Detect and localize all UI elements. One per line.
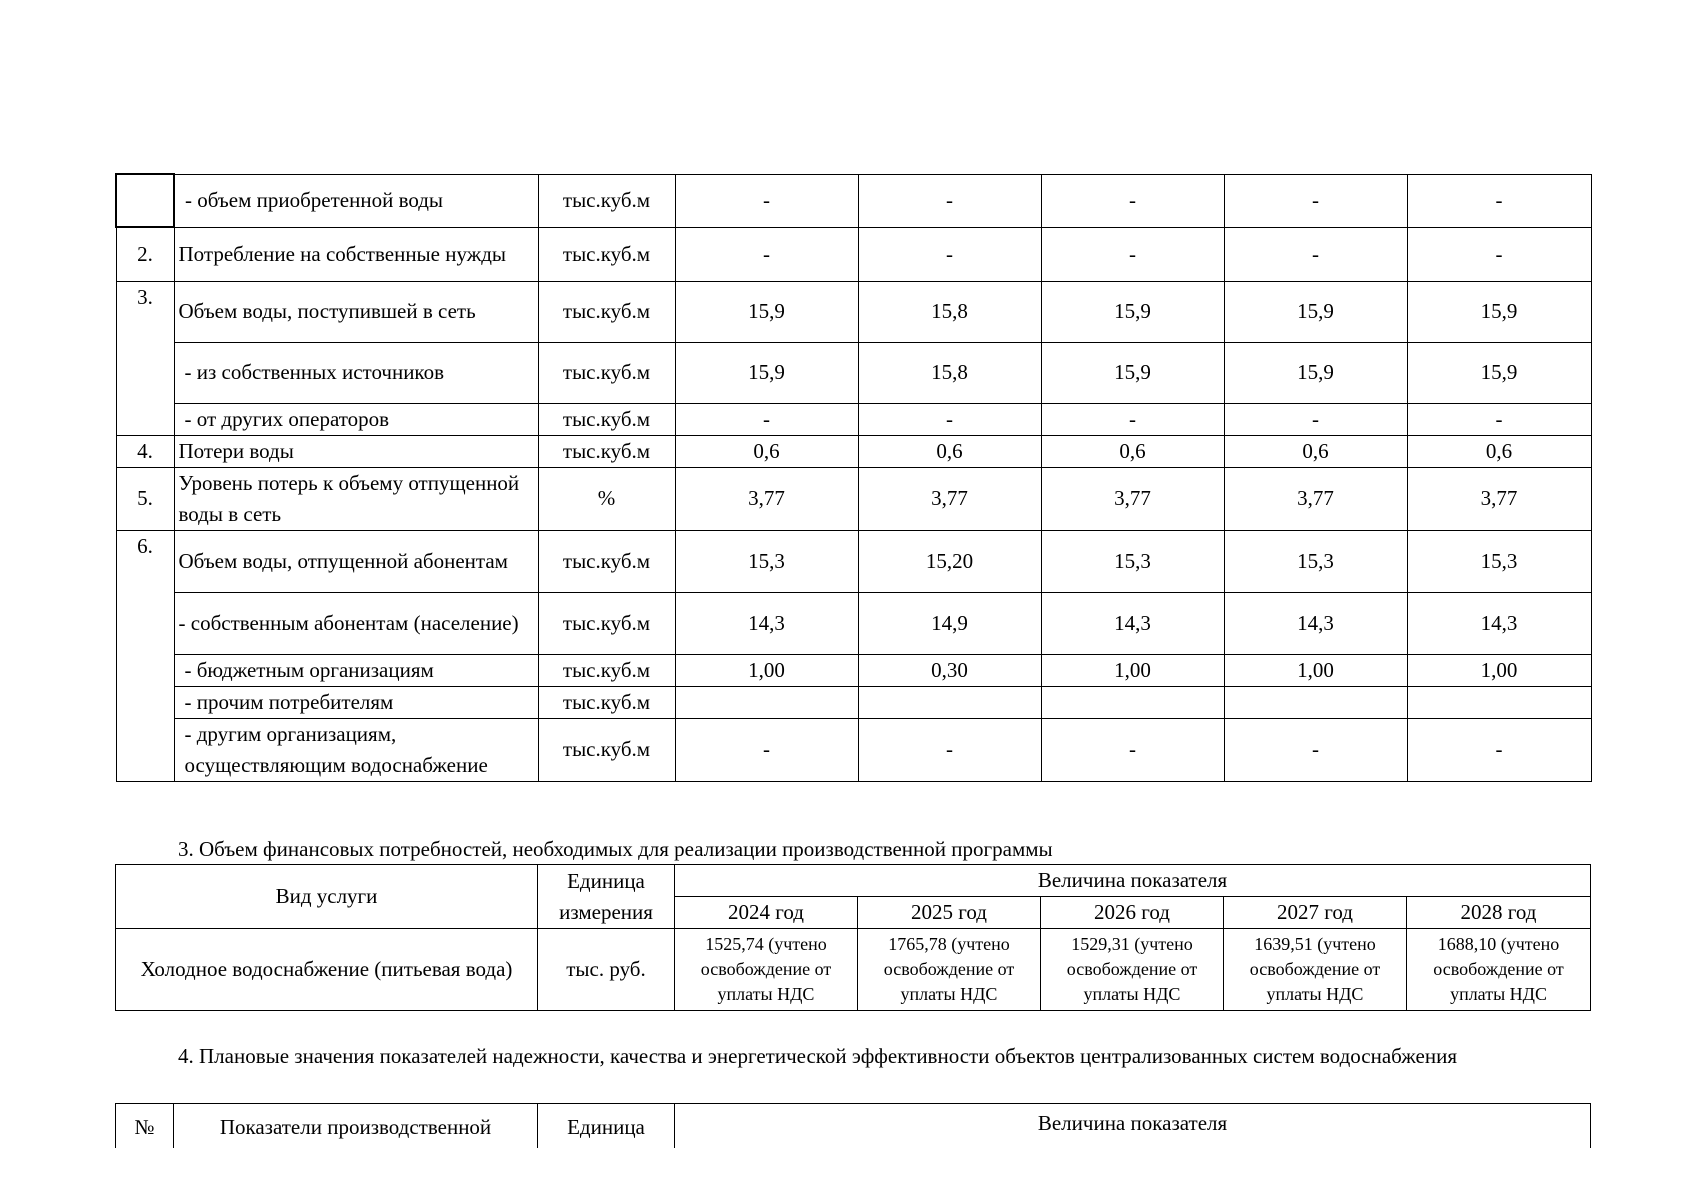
- value-2026: 3,77: [1041, 467, 1224, 530]
- value-2024: [675, 686, 858, 718]
- row-name: - из собственных источников: [174, 342, 538, 403]
- value-2024: 15,9: [675, 342, 858, 403]
- value-2028: 15,3: [1407, 530, 1591, 592]
- row-name: - объем приобретенной воды: [174, 174, 538, 227]
- value-2024: -: [675, 174, 858, 227]
- row-number: 3.: [116, 281, 174, 435]
- row-unit: тыс.куб.м: [538, 403, 675, 435]
- table-row: [116, 435, 1591, 467]
- row-unit: тыс.куб.м: [538, 281, 675, 342]
- service-unit: тыс. руб.: [538, 929, 675, 1011]
- table-row: [116, 530, 1591, 592]
- value-2024: 14,3: [675, 592, 858, 654]
- section-4-heading: 4. Плановые значения показателей надежности, качества и энергетической эффективности объектов централизованных систем водоснабжения: [178, 1044, 1458, 1068]
- col-name-header: Показатели производственной: [174, 1104, 538, 1174]
- table-row: [116, 467, 1591, 530]
- section-3-heading: 3. Объем финансовых потребностей, необходимых для реализации производственной программы: [178, 837, 1053, 861]
- row-unit: тыс.куб.м: [538, 342, 675, 403]
- value-2025: 0,30: [858, 654, 1041, 686]
- row-name: Объем воды, поступившей в сеть: [174, 281, 538, 342]
- value-2027: -: [1224, 227, 1407, 281]
- row-name: - от других операторов: [174, 403, 538, 435]
- value-2024: -: [675, 403, 858, 435]
- value-2026: -: [1041, 718, 1224, 781]
- value-2025: -: [858, 227, 1041, 281]
- col-num-header: №: [116, 1104, 174, 1174]
- value-2024: 1525,74 (учтено освобождение от уплаты НДС: [675, 929, 858, 1011]
- year-2027-header: 2027 год: [1224, 897, 1407, 929]
- value-2024: 15,3: [675, 530, 858, 592]
- row-unit: тыс.куб.м: [538, 227, 675, 281]
- value-2025: 0,6: [858, 435, 1041, 467]
- value-2028: 15,9: [1407, 281, 1591, 342]
- row-name: - бюджетным организациям: [174, 654, 538, 686]
- table-row: [116, 654, 1591, 686]
- value-2025: -: [858, 718, 1041, 781]
- year-2025-header: 2025 год: [858, 897, 1041, 929]
- row-unit: тыс.куб.м: [538, 718, 675, 781]
- col-unit-header: Единица: [538, 1104, 675, 1174]
- value-2028: 1688,10 (учтено освобождение от уплаты НДС: [1407, 929, 1591, 1011]
- value-2024: 0,6: [675, 435, 858, 467]
- value-2025: 15,8: [858, 342, 1041, 403]
- value-2027: 15,9: [1224, 342, 1407, 403]
- page-bottom-margin: [0, 1148, 1698, 1200]
- row-unit: тыс.куб.м: [538, 654, 675, 686]
- row-unit: тыс.куб.м: [538, 686, 675, 718]
- col-value-header: Величина показателя: [675, 1104, 1591, 1174]
- value-2027: 0,6: [1224, 435, 1407, 467]
- year-2026-header: 2026 год: [1041, 897, 1224, 929]
- value-2026: 1,00: [1041, 654, 1224, 686]
- value-2026: [1041, 686, 1224, 718]
- value-2026: 14,3: [1041, 592, 1224, 654]
- value-2025: 15,8: [858, 281, 1041, 342]
- value-2026: 1529,31 (учтено освобождение от уплаты НДС: [1041, 929, 1224, 1011]
- table-row: [116, 281, 1591, 342]
- value-2028: -: [1407, 718, 1591, 781]
- value-2025: 15,20: [858, 530, 1041, 592]
- value-2027: 1639,51 (учтено освобождение от уплаты НДС: [1224, 929, 1407, 1011]
- table-row: [116, 174, 1591, 227]
- col-unit-header: Единица измерения: [538, 865, 675, 929]
- row-name: Объем воды, отпущенной абонентам: [174, 530, 538, 592]
- financial-needs-table: [115, 864, 1591, 1011]
- year-2028-header: 2028 год: [1407, 897, 1591, 929]
- value-2027: 1,00: [1224, 654, 1407, 686]
- value-2028: [1407, 686, 1591, 718]
- value-2024: -: [675, 718, 858, 781]
- value-2024: 3,77: [675, 467, 858, 530]
- value-2025: -: [858, 403, 1041, 435]
- row-name: Уровень потерь к объему отпущенной воды в сеть: [174, 467, 538, 530]
- row-number: 5.: [116, 467, 174, 530]
- value-2025: 1765,78 (учтено освобождение от уплаты НДС: [858, 929, 1041, 1011]
- value-2026: -: [1041, 227, 1224, 281]
- row-name: Потери воды: [174, 435, 538, 467]
- value-2027: -: [1224, 718, 1407, 781]
- value-2028: 3,77: [1407, 467, 1591, 530]
- service-name: Холодное водоснабжение (питьевая вода): [116, 929, 538, 1011]
- value-2024: 15,9: [675, 281, 858, 342]
- value-2028: 0,6: [1407, 435, 1591, 467]
- row-name: - прочим потребителям: [174, 686, 538, 718]
- value-2028: -: [1407, 403, 1591, 435]
- row-number: [116, 174, 174, 227]
- value-2026: 15,9: [1041, 342, 1224, 403]
- col-value-header: Величина показателя: [675, 865, 1591, 897]
- table-row: [116, 227, 1591, 281]
- value-2027: 15,3: [1224, 530, 1407, 592]
- value-2026: 0,6: [1041, 435, 1224, 467]
- value-2027: -: [1224, 403, 1407, 435]
- table-row: [116, 403, 1591, 435]
- value-2028: 1,00: [1407, 654, 1591, 686]
- row-unit: тыс.куб.м: [538, 174, 675, 227]
- value-2026: -: [1041, 403, 1224, 435]
- year-2024-header: 2024 год: [675, 897, 858, 929]
- value-2027: 3,77: [1224, 467, 1407, 530]
- value-2024: 1,00: [675, 654, 858, 686]
- row-number: 6.: [116, 530, 174, 781]
- value-2027: [1224, 686, 1407, 718]
- value-2026: 15,9: [1041, 281, 1224, 342]
- row-unit: тыс.куб.м: [538, 530, 675, 592]
- water-volume-table: [115, 173, 1592, 782]
- value-2025: 3,77: [858, 467, 1041, 530]
- value-2027: 15,9: [1224, 281, 1407, 342]
- row-unit: тыс.куб.м: [538, 592, 675, 654]
- row-name: Потребление на собственные нужды: [174, 227, 538, 281]
- table-header-row: [116, 865, 1591, 897]
- row-unit: тыс.куб.м: [538, 435, 675, 467]
- value-2028: -: [1407, 227, 1591, 281]
- table-row: [116, 686, 1591, 718]
- value-2027: -: [1224, 174, 1407, 227]
- value-2028: 15,9: [1407, 342, 1591, 403]
- col-service-header: Вид услуги: [116, 865, 538, 929]
- value-2024: -: [675, 227, 858, 281]
- row-name: - собственным абонентам (население): [174, 592, 538, 654]
- value-2025: [858, 686, 1041, 718]
- table-row: [116, 342, 1591, 403]
- row-number: 4.: [116, 435, 174, 467]
- value-2025: 14,9: [858, 592, 1041, 654]
- value-2026: -: [1041, 174, 1224, 227]
- table-row: [116, 929, 1591, 1011]
- row-unit: %: [538, 467, 675, 530]
- table-row: [116, 718, 1591, 781]
- value-2026: 15,3: [1041, 530, 1224, 592]
- value-2025: -: [858, 174, 1041, 227]
- table-row: [116, 592, 1591, 654]
- value-2027: 14,3: [1224, 592, 1407, 654]
- value-2028: -: [1407, 174, 1591, 227]
- value-2028: 14,3: [1407, 592, 1591, 654]
- row-number: 2.: [116, 227, 174, 281]
- row-name: - другим организациям, осуществляющим водоснабжение: [174, 718, 538, 781]
